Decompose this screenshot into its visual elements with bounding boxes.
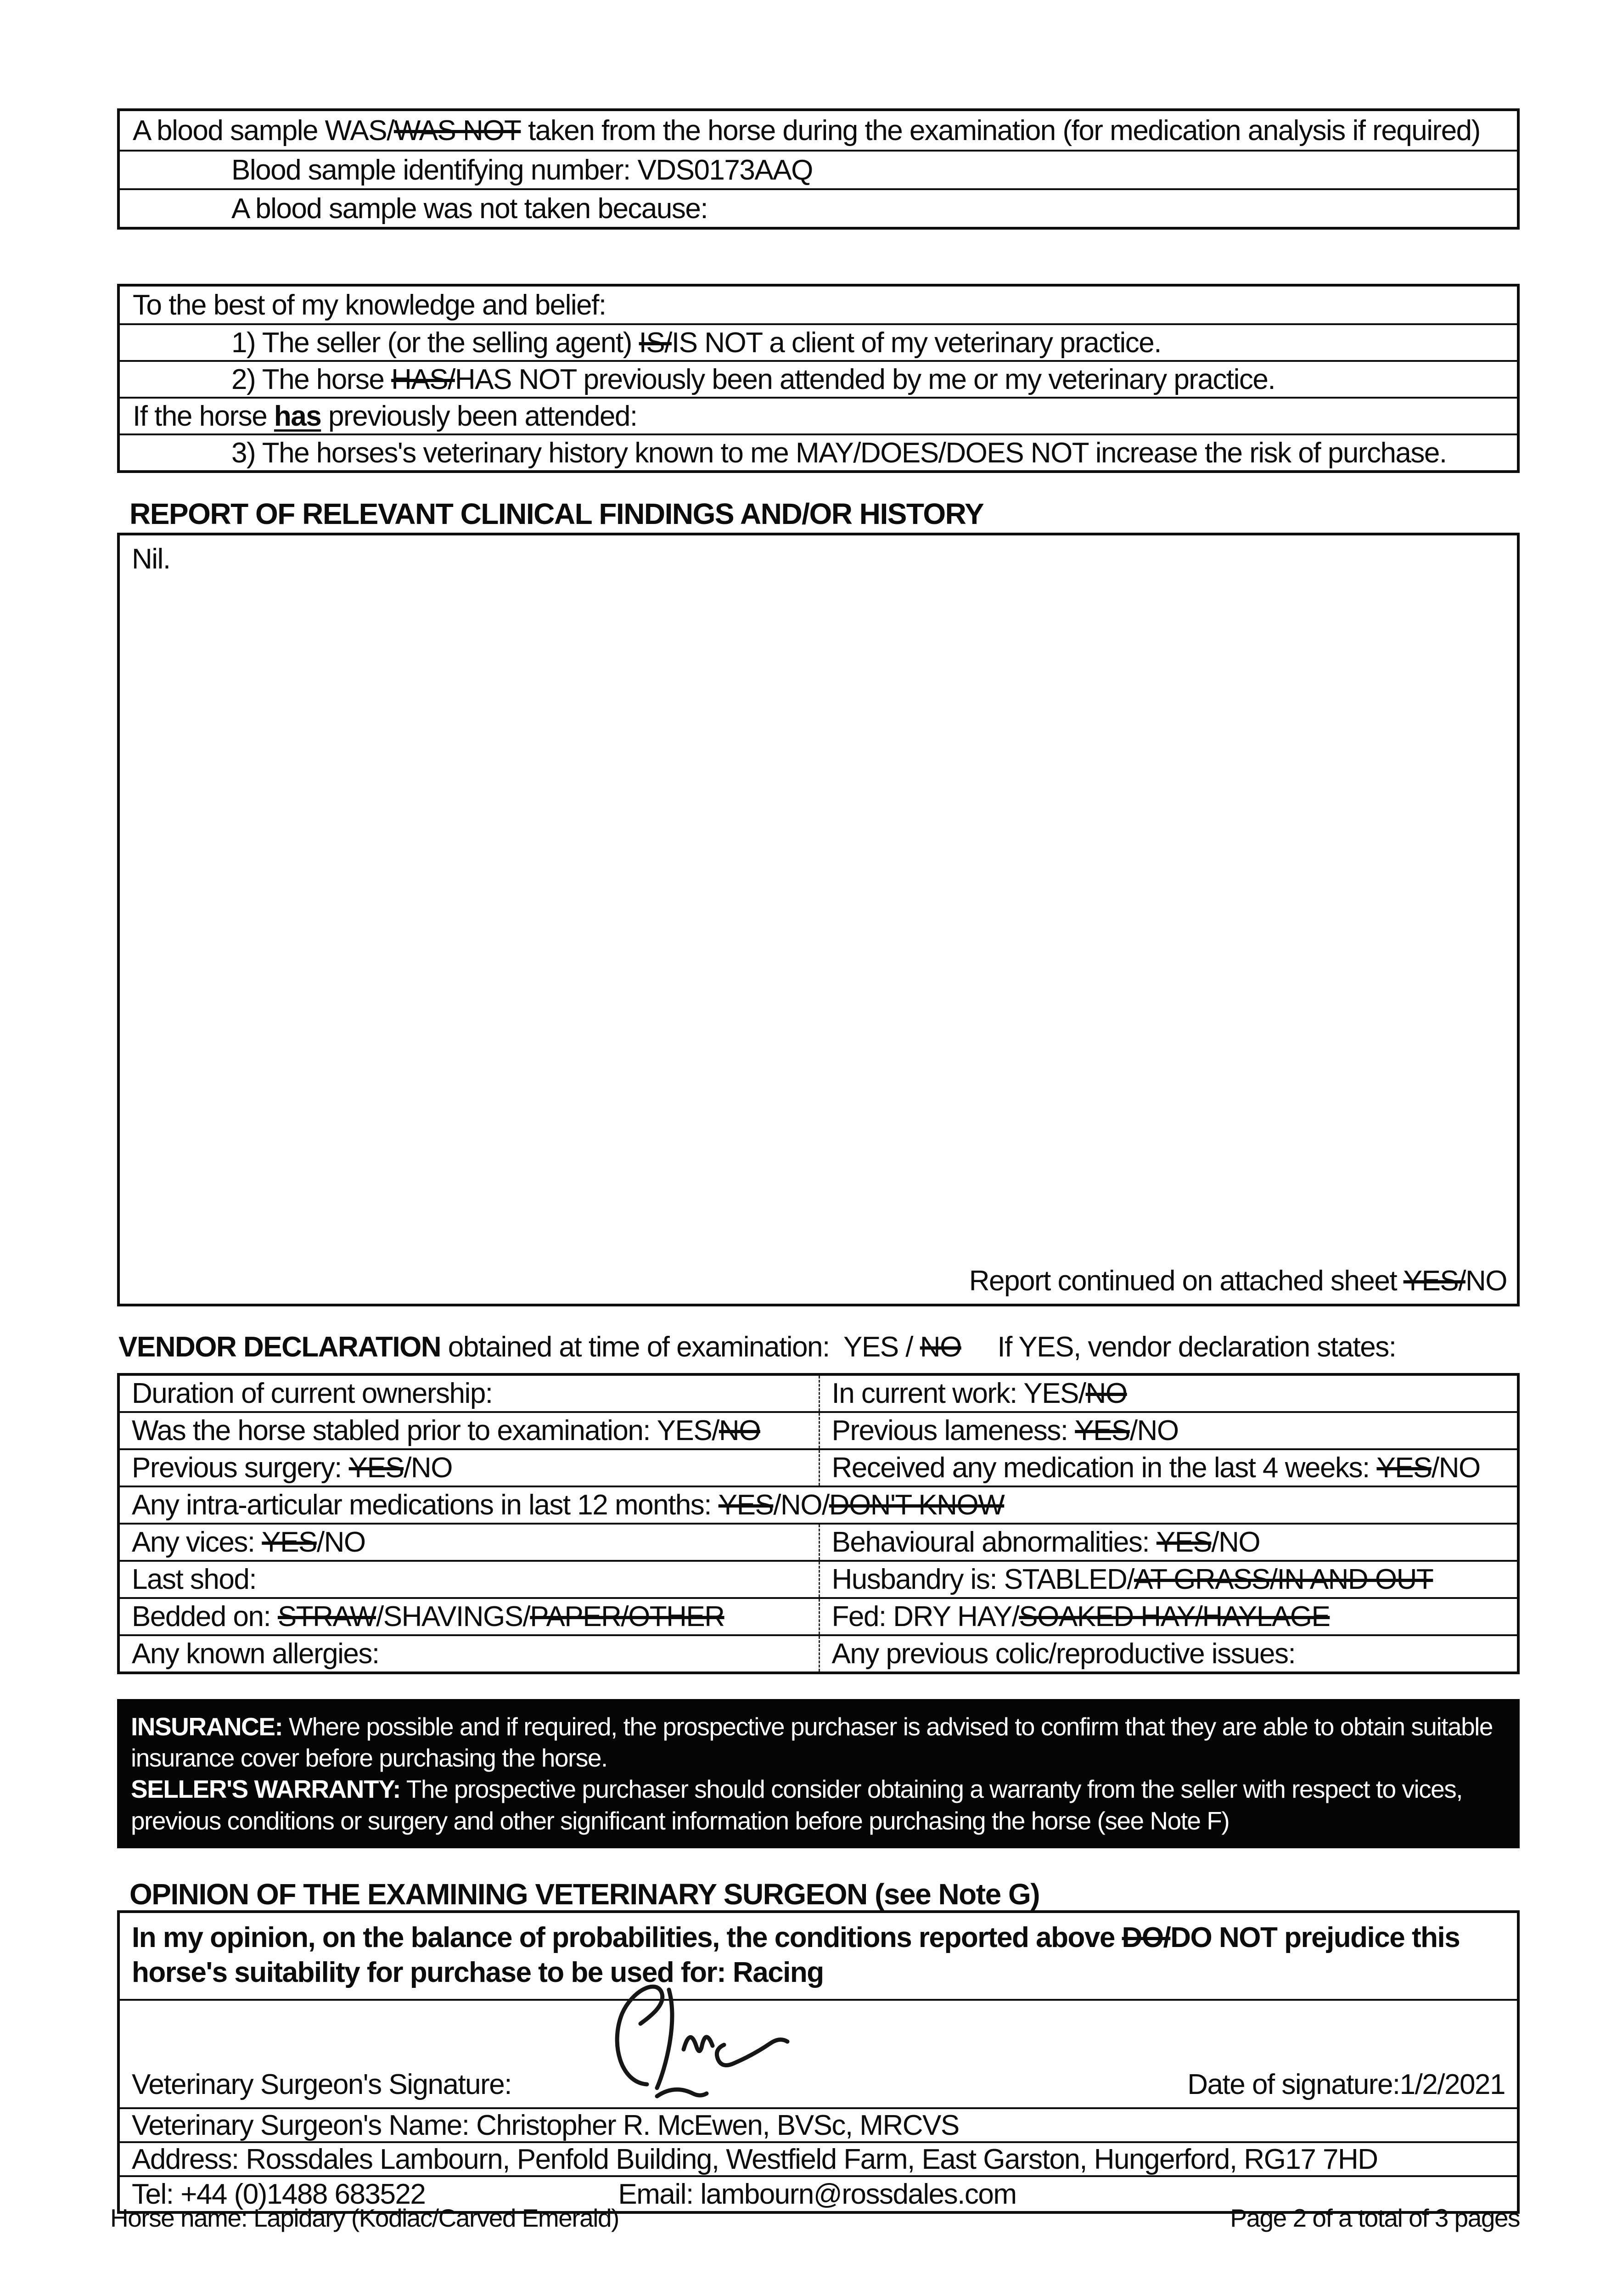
husbandry-text: Husbandry is: STABLED/ <box>831 1564 1134 1595</box>
current-work-struck: NO <box>1085 1378 1127 1409</box>
sellers-warranty-text: The prospective purchaser should consider obtaining a warranty from the seller with respect to vices, previous conditions or surgery and other significant information before purchasing the horse <box>131 1775 1469 1835</box>
opinion-struck-option: DO/ <box>1122 1922 1171 1953</box>
opinion-heading: OPINION OF THE EXAMINING VETERINARY SURGEON (see Note G) <box>129 1878 1040 1911</box>
history-risk-row <box>120 433 1517 470</box>
knowledge-intro-row <box>120 287 1517 323</box>
clinical-findings-body: Nil. <box>132 543 170 575</box>
page-footer <box>110 2203 1520 2233</box>
intra-articular-cell <box>120 1487 1517 1523</box>
vices-struck: YES <box>262 1526 317 1558</box>
opinion-box <box>117 1910 1520 2214</box>
vendor-declaration-line <box>118 1331 1523 1363</box>
blood-sample-id-row <box>120 150 1517 188</box>
medication-cell <box>819 1450 1517 1486</box>
ownership-cell <box>120 1376 819 1411</box>
if-attended-emphasis: has <box>274 400 321 432</box>
bedded-mid: /SHAVINGS/ <box>376 1601 530 1632</box>
insurance-label: INSURANCE: <box>131 1712 283 1741</box>
ownership-text: Duration of current ownership: <box>132 1378 493 1409</box>
insurance-warranty-notice <box>117 1699 1520 1848</box>
vendor-row-allergies <box>120 1634 1517 1671</box>
intra-articular-struck2: DON'T KNOW <box>829 1489 1005 1521</box>
vendor-row-shod <box>120 1560 1517 1597</box>
blood-sample-taken-row <box>120 111 1517 150</box>
blood-sample-struck-option: WAS NOT <box>393 114 521 146</box>
vendor-row-bedding <box>120 1597 1517 1634</box>
behavioural-text-post: /NO <box>1211 1526 1260 1558</box>
sellers-warranty-paragraph <box>131 1773 1506 1836</box>
signature-date: Date of signature:1/2/2021 <box>1187 2069 1505 2101</box>
vendor-row-stabled <box>120 1411 1517 1448</box>
current-work-cell <box>819 1376 1517 1411</box>
blood-sample-not-taken-text: A blood sample was not taken because: <box>231 192 708 225</box>
surgeon-address-text: Address: Rossdales Lambourn, Penfold Building, Westfield Farm, East Garston, Hungerford, RG17 7HD <box>132 2143 1378 2175</box>
signature-label: Veterinary Surgeon's Signature: <box>132 2069 511 2101</box>
behavioural-cell <box>819 1525 1517 1560</box>
stabled-cell <box>120 1413 819 1448</box>
bedded-struck1: STRAW <box>277 1601 376 1632</box>
last-shod-cell <box>120 1562 819 1597</box>
report-continued-text-post: NO <box>1465 1265 1507 1297</box>
history-risk-text: 3) The horses's veterinary history known to me MAY/DOES/DOES NOT increase the risk of purchase. <box>231 437 1447 469</box>
if-attended-text-post: previously been attended: <box>321 400 637 432</box>
horse-attended-text-post: HAS NOT previously been attended by me or my veterinary practice. <box>455 363 1275 395</box>
vendor-row-ownership <box>120 1376 1517 1411</box>
medication-struck: YES <box>1376 1452 1432 1484</box>
surgery-cell <box>120 1450 819 1486</box>
report-continued-line <box>969 1265 1507 1297</box>
colic-cell <box>819 1636 1517 1671</box>
allergies-cell <box>120 1636 819 1671</box>
blood-sample-id-text: Blood sample identifying number: VDS0173AAQ <box>231 154 813 186</box>
vendor-declaration-table <box>117 1373 1520 1674</box>
blood-sample-not-taken-row <box>120 188 1517 227</box>
lameness-cell <box>819 1413 1517 1448</box>
vendor-row-vices <box>120 1523 1517 1560</box>
seller-client-text-post: IS NOT a client of my veterinary practice. <box>671 326 1161 359</box>
footer-page-number: Page 2 of a total of 3 pages <box>1230 2204 1520 2232</box>
vendor-row-intra-articular <box>120 1486 1517 1523</box>
if-attended-row <box>120 397 1517 433</box>
horse-attended-row <box>120 360 1517 397</box>
surgery-struck: YES <box>348 1452 404 1484</box>
opinion-statement-text-post: DO NOT prejudice this horse's suitability for purchase to be used for: Racing <box>132 1922 1467 1988</box>
colic-text: Any previous colic/reproductive issues: <box>831 1638 1296 1670</box>
vendor-declaration-title: VENDOR DECLARATION <box>118 1331 441 1363</box>
bedded-cell <box>120 1599 819 1634</box>
vendor-declaration-text-post: If YES, vendor declaration states: <box>961 1331 1396 1363</box>
intra-articular-struck1: YES <box>718 1489 774 1521</box>
fed-text: Fed: DRY HAY/ <box>831 1601 1019 1632</box>
vendor-declaration-text: obtained at time of examination: YES / <box>441 1331 920 1363</box>
vices-cell <box>120 1525 819 1560</box>
intra-articular-mid: /NO/ <box>773 1489 829 1521</box>
surgeon-email-text: Email: lambourn@rossdales.com <box>618 2178 1016 2210</box>
husbandry-struck: AT GRASS/IN AND OUT <box>1134 1564 1433 1595</box>
knowledge-belief-table <box>117 284 1520 473</box>
lameness-struck: YES <box>1075 1415 1130 1446</box>
medication-text: Received any medication in the last 4 weeks: <box>831 1452 1377 1484</box>
sellers-warranty-note: (see Note F) <box>1097 1806 1230 1835</box>
fed-cell <box>819 1599 1517 1634</box>
allergies-text: Any known allergies: <box>132 1638 379 1670</box>
blood-sample-text: A blood sample WAS/ <box>133 114 394 146</box>
fed-struck: SOAKED HAY/HAYLAGE <box>1019 1601 1330 1632</box>
horse-attended-struck-option: HAS/ <box>391 363 455 395</box>
footer-horse-name: Horse name: Lapidary (Kodiac/Carved Emerald) <box>110 2204 619 2232</box>
surgery-text-post: /NO <box>404 1452 452 1484</box>
bedded-struck2: PAPER/OTHER <box>530 1601 724 1632</box>
seller-client-text: 1) The seller (or the selling agent) <box>231 326 639 359</box>
clinical-findings-heading: REPORT OF RELEVANT CLINICAL FINDINGS AND/OR HISTORY <box>129 497 984 530</box>
surgeon-name-text: Veterinary Surgeon's Name: Christopher R. McEwen, BVSc, MRCVS <box>132 2109 959 2141</box>
seller-client-struck-option: IS/ <box>639 326 672 359</box>
vendor-declaration-struck-option: NO <box>920 1331 961 1363</box>
surgery-text: Previous surgery: <box>132 1452 349 1484</box>
insurance-paragraph <box>131 1711 1506 1773</box>
if-attended-text: If the horse <box>133 400 274 432</box>
signature-cell <box>120 2001 1517 2109</box>
horse-attended-text: 2) The horse <box>231 363 392 395</box>
lameness-text: Previous lameness: <box>831 1415 1075 1446</box>
surgeon-address-row <box>120 2143 1517 2177</box>
sellers-warranty-label: SELLER'S WARRANTY: <box>131 1775 400 1804</box>
vendor-row-surgery <box>120 1448 1517 1486</box>
knowledge-intro-text: To the best of my knowledge and belief: <box>133 289 606 321</box>
bedded-text: Bedded on: <box>132 1601 278 1632</box>
surgeon-name-row <box>120 2109 1517 2143</box>
current-work-text: In current work: YES/ <box>831 1378 1086 1409</box>
husbandry-cell <box>819 1562 1517 1597</box>
report-continued-struck-option: YES/ <box>1403 1265 1465 1297</box>
intra-articular-text: Any intra-articular medications in last 12 months: <box>132 1489 719 1521</box>
lameness-text-post: /NO <box>1129 1415 1179 1446</box>
blood-sample-text-post: taken from the horse during the examination (for medication analysis if required) <box>521 114 1480 146</box>
medication-text-post: /NO <box>1432 1452 1480 1484</box>
behavioural-struck: YES <box>1156 1526 1212 1558</box>
stabled-text: Was the horse stabled prior to examination: YES/ <box>132 1415 719 1446</box>
opinion-statement-text: In my opinion, on the balance of probabilities, the conditions reported above <box>132 1922 1122 1953</box>
blood-sample-table <box>117 108 1520 230</box>
vices-text-post: /NO <box>316 1526 365 1558</box>
stabled-struck: NO <box>719 1415 760 1446</box>
clinical-findings-box <box>117 533 1520 1306</box>
seller-client-row <box>120 323 1517 360</box>
vices-text: Any vices: <box>132 1526 262 1558</box>
report-continued-text: Report continued on attached sheet <box>969 1265 1404 1297</box>
insurance-text: Where possible and if required, the prospective purchaser is advised to confirm that they are able to obtain suitable insurance cover before purchasing the horse. <box>131 1712 1499 1773</box>
behavioural-text: Behavioural abnormalities: <box>831 1526 1157 1558</box>
signature-image <box>588 1973 827 2106</box>
surgeon-tel-text: Tel: +44 (0)1488 683522 <box>132 2178 426 2210</box>
last-shod-text: Last shod: <box>132 1564 257 1595</box>
